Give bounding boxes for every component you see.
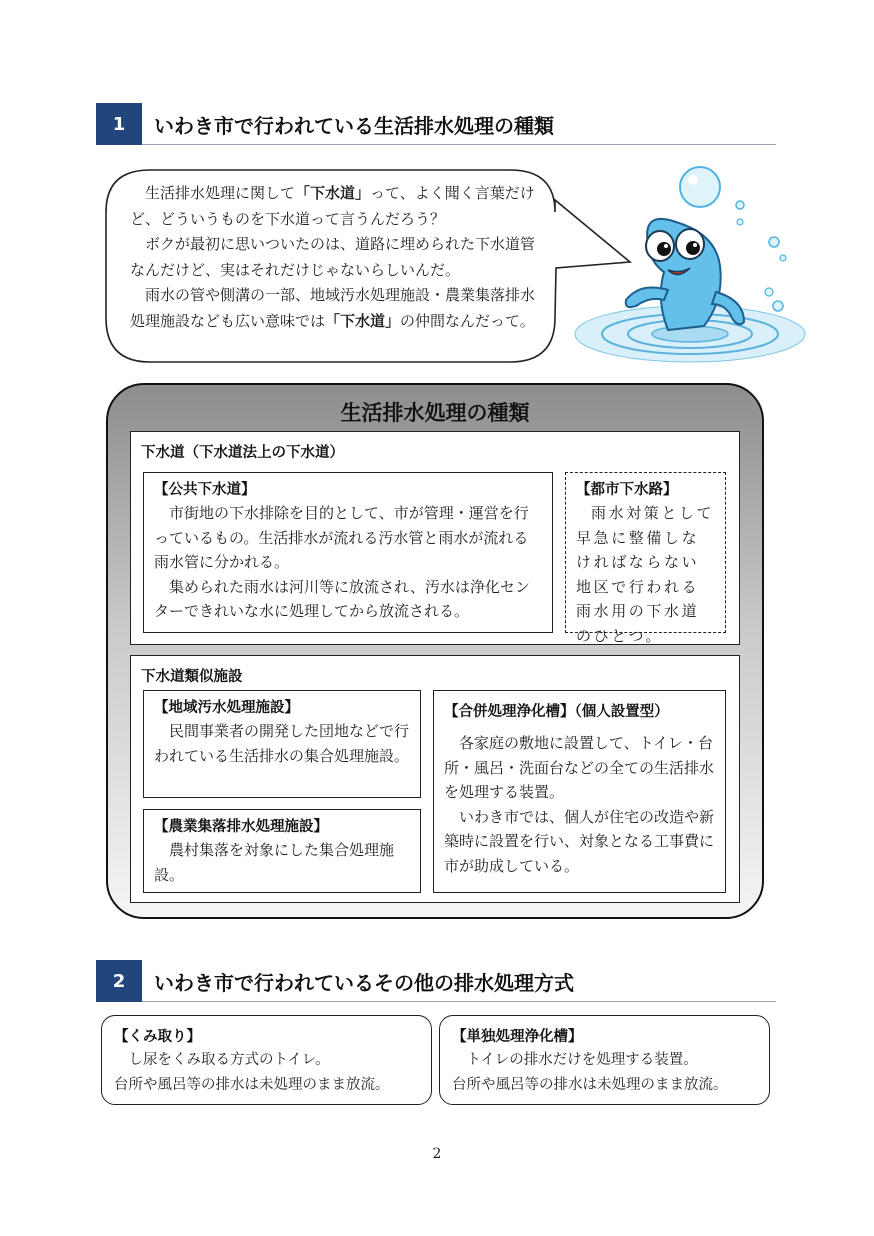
page-number: 2 xyxy=(432,1146,442,1162)
urban-drain-label: 【都市下水路】 xyxy=(576,482,678,498)
septic-tank-label: 【合併処理浄化槽】（個人設置型） xyxy=(444,704,669,720)
community-plant-box xyxy=(143,690,421,798)
single-septic-box xyxy=(439,1015,770,1105)
section-2-header xyxy=(96,960,776,1002)
section-title: いわき市で行われているその他の排水処理方式 xyxy=(154,971,574,995)
section-number-badge: 2 xyxy=(96,960,142,1002)
septic-tank-box xyxy=(433,690,726,893)
pit-toilet-text-1: し尿をくみ取る方式のトイレ。 xyxy=(128,1052,330,1068)
single-septic-label: 【単独処理浄化槽】 xyxy=(452,1029,583,1045)
urban-drain-box xyxy=(565,472,726,645)
urban-drain-text: 雨水対策として早急に整備しなければならない地区で行われる雨水用の下水道のひとつ。 xyxy=(576,504,715,645)
pit-toilet-label: 【くみ取り】 xyxy=(114,1029,201,1045)
community-plant-label: 【地域汚水処理施設】 xyxy=(154,700,299,716)
treatment-types-title: 生活排水処理の種類 xyxy=(340,401,530,425)
bold-term: 「下水道」 xyxy=(325,311,401,330)
public-sewer-box xyxy=(143,472,553,633)
pit-toilet-box xyxy=(101,1015,432,1105)
public-sewer-text-1: 市街地の下水排除を目的として、市が管理・運営を行っているもの。生活排水が流れる汚水管と雨水が流れる雨水管に分かれる。 xyxy=(154,504,529,571)
septic-tank-text-2: いわき市では、個人が住宅の改造や新築時に設置を行い、対象となる工事費に市が助成している。 xyxy=(444,807,715,875)
similar-facilities-label: 下水道類似施設 xyxy=(141,669,243,685)
sewer-panel xyxy=(130,431,740,645)
sewer-panel-label: 下水道（下水道法上の下水道） xyxy=(141,445,344,461)
similar-facilities-panel xyxy=(130,655,740,903)
pit-toilet-text-2: 台所や風呂等の排水は未処理のまま放流。 xyxy=(114,1077,390,1093)
public-sewer-text-2: 集められた雨水は河川等に放流され、汚水は浄化センターできれいな水に処理してから放流される。 xyxy=(154,577,530,620)
community-plant-text: 民間事業者の開発した団地などで行われている生活排水の集合処理施設。 xyxy=(154,722,410,765)
public-sewer-label: 【公共下水道】 xyxy=(154,482,256,498)
rural-plant-text: 農村集落を対象にした集合処理施設。 xyxy=(154,841,395,884)
rural-plant-label: 【農業集落排水処理施設】 xyxy=(154,819,328,835)
treatment-types-frame xyxy=(106,383,764,919)
speech-paragraph-3: 雨水の管や側溝の一部、地域汚水処理施設・農業集落排水処理施設なども広い意味では「下水道」の仲間なんだって。 xyxy=(130,286,536,330)
single-septic-text-2: 台所や風呂等の排水は未処理のまま放流。 xyxy=(452,1077,728,1093)
rural-plant-box xyxy=(143,809,421,893)
speech-paragraph-1: 生活排水処理に関して「下水道」って、よく聞く言葉だけど、どういうものを下水道って言うんだろう？ xyxy=(130,184,535,228)
speech-paragraph-2: ボクが最初に思いついたのは、道路に埋められた下水道管なんだけど、実はそれだけじゃないらしいんだ。 xyxy=(130,235,536,279)
speech-text xyxy=(130,181,540,335)
bold-term: 「下水道」 xyxy=(295,184,371,202)
septic-tank-text-1: 各家庭の敷地に設置して、トイレ・台所・風呂・洗面台などの全ての生活排水を処理する装置。 xyxy=(444,734,715,801)
section-title: いわき市で行われている生活排水処理の種類 xyxy=(154,114,554,138)
section-number-badge: 1 xyxy=(96,103,142,145)
single-septic-text-1: トイレの排水だけを処理する装置。 xyxy=(466,1052,698,1068)
